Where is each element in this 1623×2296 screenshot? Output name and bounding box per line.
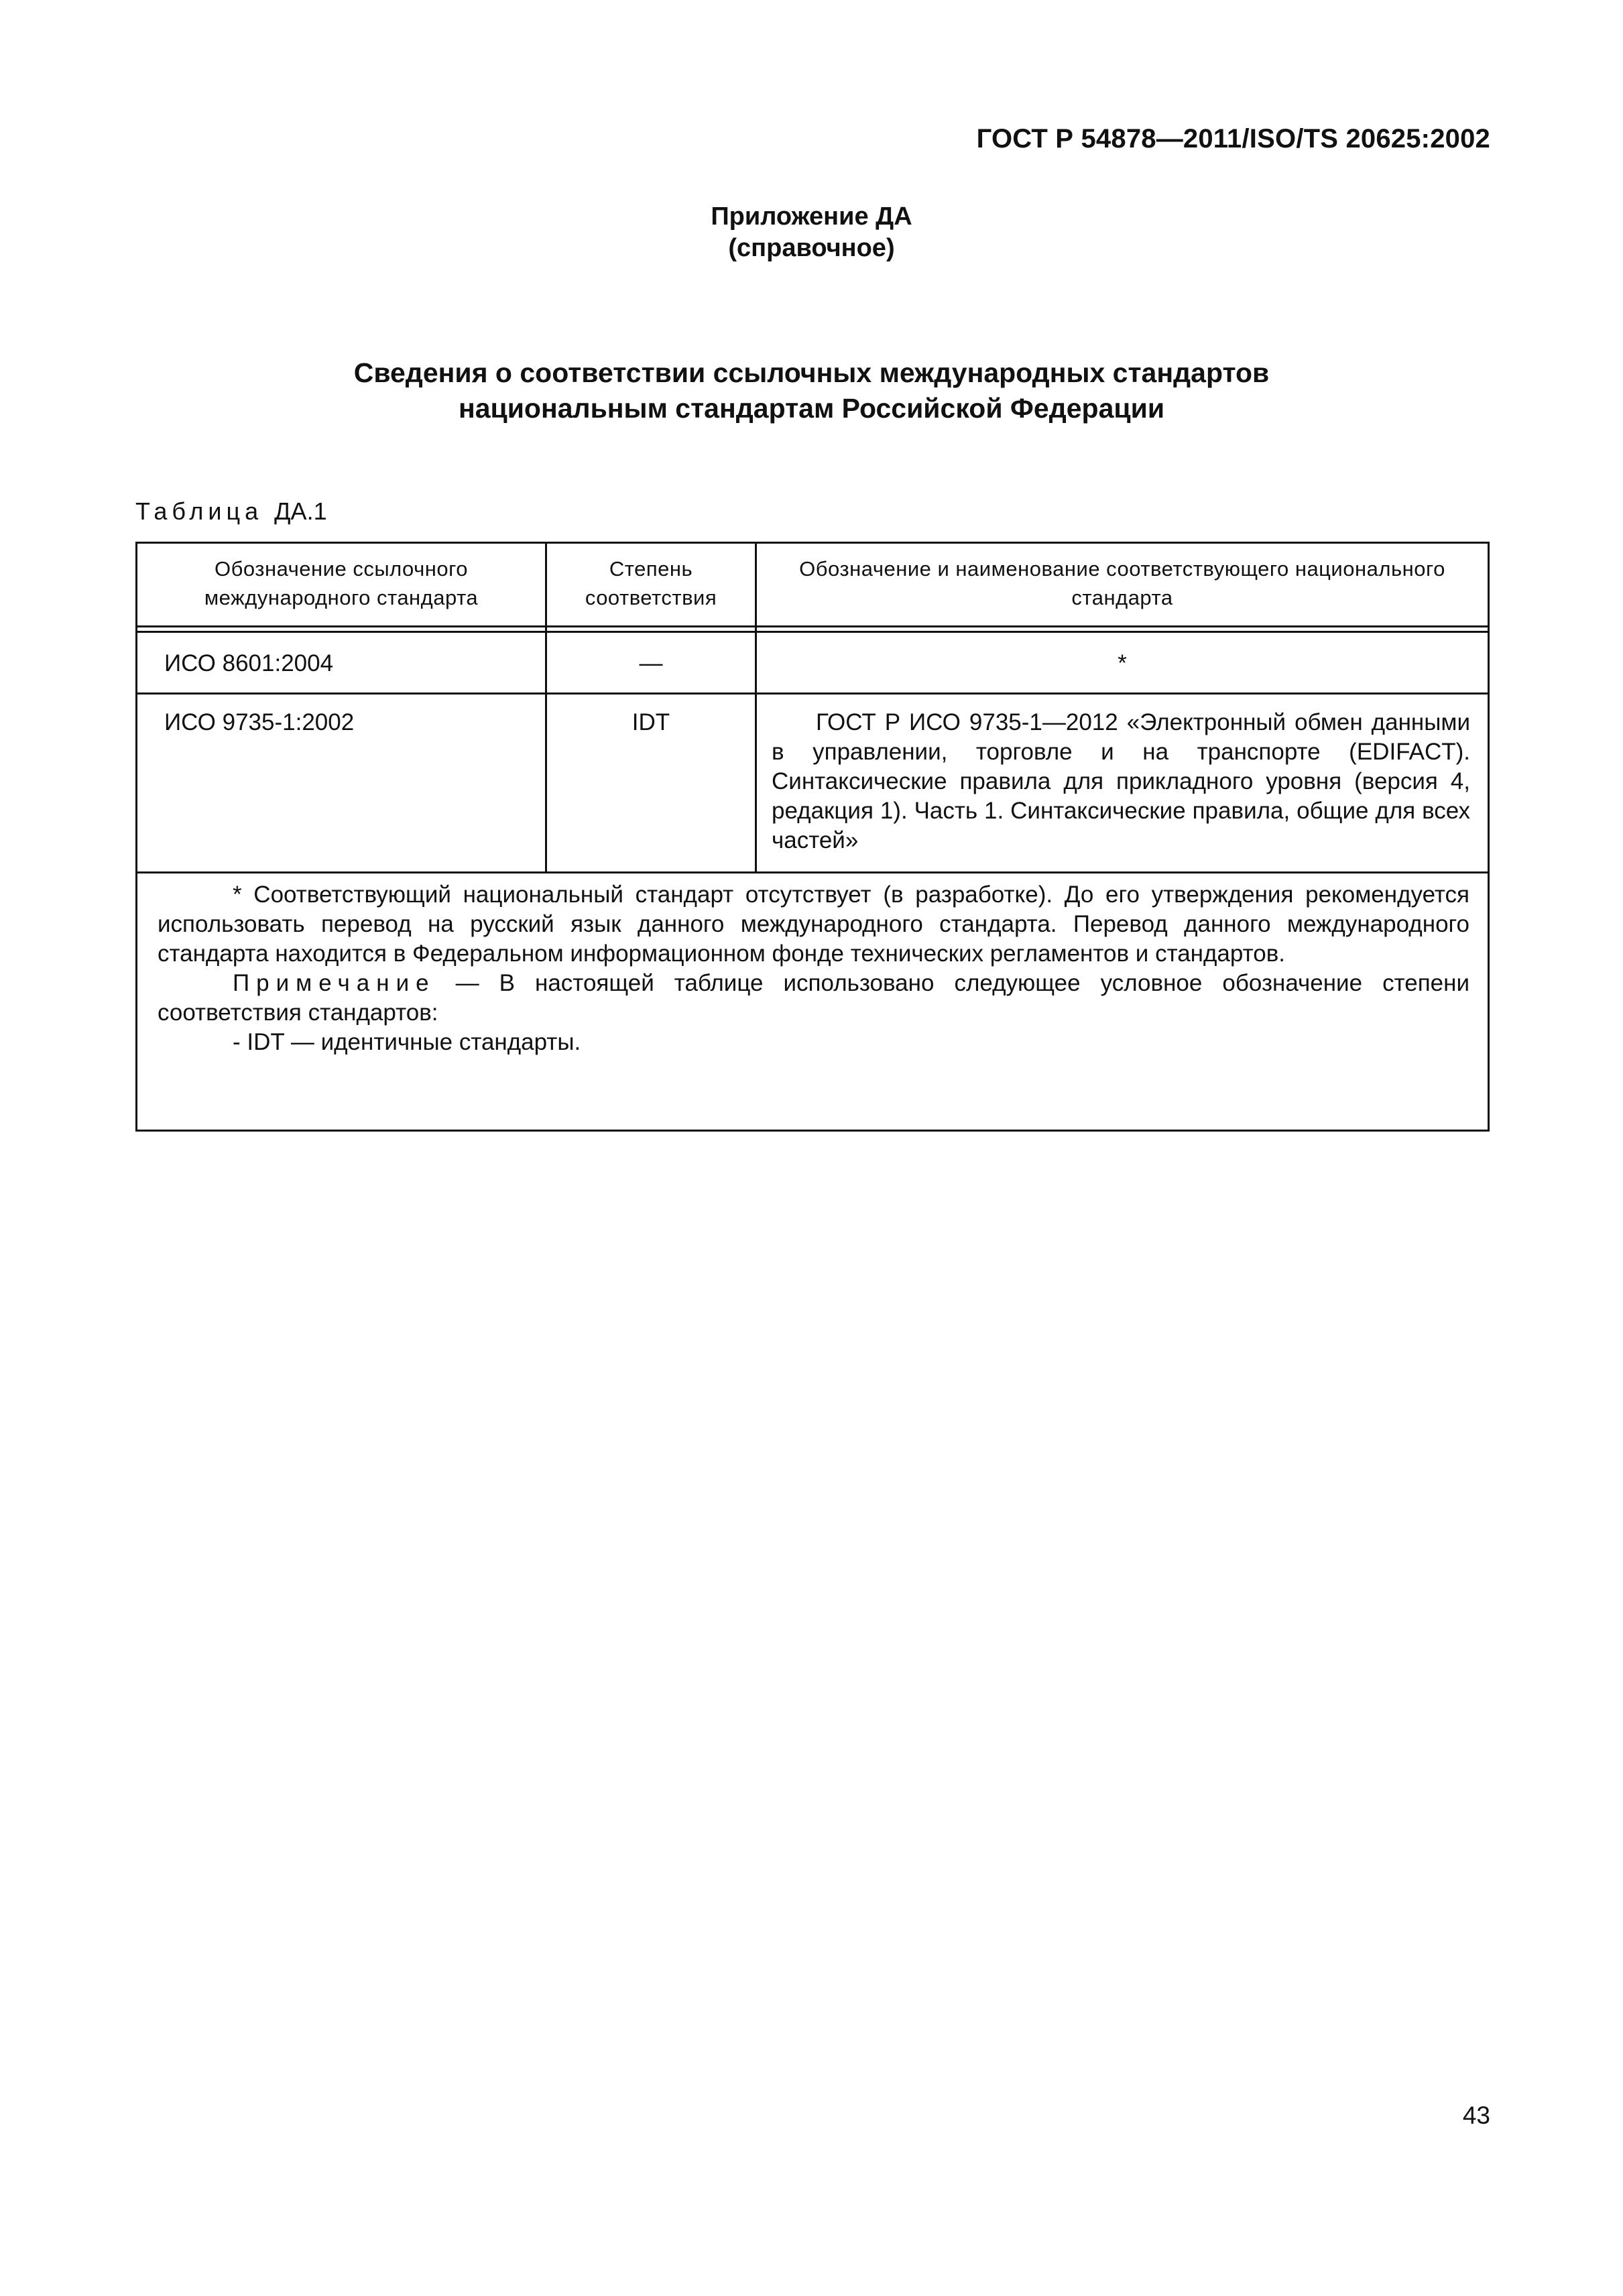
header-reference: Обозначение ссылочного международного стандарта [204,557,479,609]
table-cell-national: * [1118,650,1127,676]
annex-heading [0,201,1623,264]
header-degree: Степень соответствия [585,557,717,609]
header-divider [137,625,1488,627]
standard-code: ГОСТ Р 54878—2011/ISO/TS 20625:2002 [976,124,1490,154]
footnote-text: * Соответствующий национальный стандарт отсутствует (в разработке). До его утверждения рекомендуется использовать перевод на русский язык данного международного стандарта. Перевод данного международного стандарта находится в Федеральном информационном фонде технических регламентов и стандартов. [158,882,1469,967]
note-text: — В настоящей таблице использовано следующее условное обозначение степени соответствия стандартов: [158,970,1469,1026]
table-cell-reference: ИСО 8601:2004 [164,650,334,676]
note-paragraph [158,969,1469,1028]
note-item: - IDT — идентичные стандарты. [233,1029,581,1055]
row-divider [137,871,1488,873]
table-cell-reference: ИСО 9735-1:2002 [164,709,355,735]
table-caption-word: Таблица [135,497,263,525]
table-footnote [158,880,1469,1057]
document-title-line2: национальным стандартам Российской Федерации [458,393,1165,424]
annex-subtitle: (справочное) [728,234,895,262]
table-cell-degree: IDT [632,709,670,735]
header-national: Обозначение и наименование соответствующего национального стандарта [799,557,1445,609]
table-caption-number: ДА.1 [274,497,327,525]
document-title [0,355,1623,426]
table-cell-national: ГОСТ Р ИСО 9735-1—2012 «Электронный обмен данными в управлении, торговле и на транспорте (EDIFACT). Синтаксические правила для прикладного уровня (версия 4, редакция 1). Часть 1. Синтаксические правила, общие для всех частей» [772,709,1470,853]
table-caption [135,497,327,526]
note-label: Примечание [233,970,436,996]
document-title-line1: Сведения о соответствии ссылочных международных стандартов [353,357,1270,388]
table-cell-degree: — [639,650,663,676]
page-number: 43 [1462,2102,1490,2129]
annex-title: Приложение ДА [711,202,912,231]
correspondence-table [135,542,1490,1132]
row-divider [137,692,1488,694]
header-divider [137,631,1488,633]
